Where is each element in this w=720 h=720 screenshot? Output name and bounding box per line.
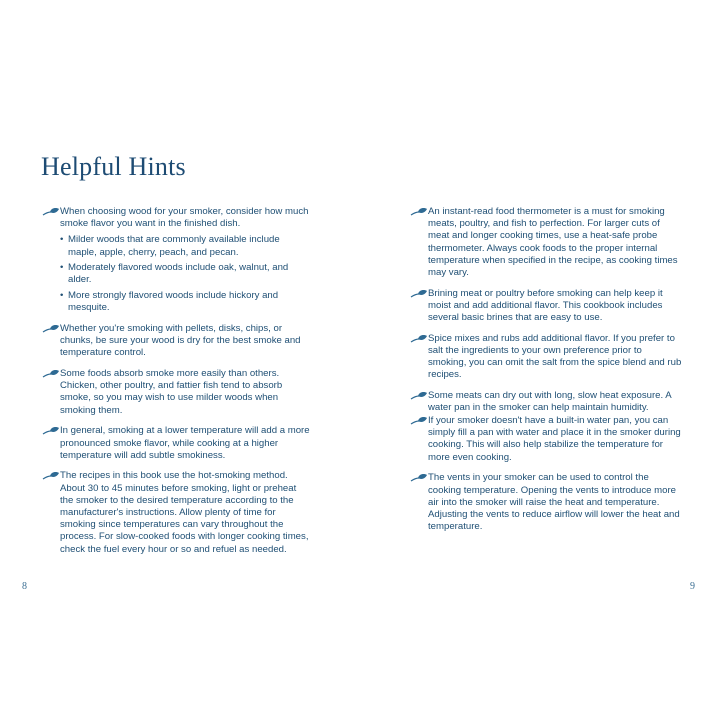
hint-item: [42, 323, 310, 360]
hint-text: The recipes in this book use the hot-smoking method. About 30 to 45 minutes before smoking, light or preheat the smoker to the desired temperature according to the manufacturer's instructions. Allow plenty of time for smoking since temperatures can vary throughout the process. For slow-cooked foods with longer cooking times, check the fuel every hour or so and refuel as needed.: [60, 470, 309, 555]
bullet-list: [60, 234, 310, 314]
hint-text: Brining meat or poultry before smoking can help keep it moist and add additional flavor. This cookbook includes several basic brines that are easy to use.: [428, 287, 663, 324]
hint-item: [42, 470, 310, 555]
bullet-text: Moderately flavored woods include oak, walnut, and alder.: [68, 262, 289, 286]
leaf-icon: [410, 288, 428, 300]
leaf-icon: [410, 415, 428, 427]
bullet-dot: •: [60, 262, 64, 274]
leaf-icon: [42, 323, 60, 335]
hint-text: Some meats can dry out with long, slow heat exposure. A water pan in the smoker can help maintain humidity.: [428, 390, 672, 414]
leaf-icon: [42, 206, 60, 218]
bullet-dot: •: [60, 234, 64, 246]
hint-text: Some foods absorb smoke more easily than others. Chicken, other poultry, and fattier fish tend to absorb smoke, so you may wish to use milder woods when smoking them.: [60, 368, 283, 416]
hint-item: [42, 425, 310, 462]
leaf-icon: [42, 425, 60, 437]
leaf-icon: [410, 333, 428, 345]
hint-item: [410, 333, 682, 382]
hint-text: If your smoker doesn't have a built-in water pan, you can simply fill a pan with water and place it in the smoker during cooking. This will also help stabilize the temperature for more even cooking.: [428, 415, 681, 463]
list-item: [60, 262, 310, 286]
hint-text: Whether you're smoking with pellets, disks, chips, or chunks, be sure your wood is dry for the best smoke and temperature control.: [60, 322, 301, 359]
bullet-text: Milder woods that are commonly available include maple, apple, cherry, peach, and pecan.: [68, 234, 280, 258]
page-title: Helpful Hints: [41, 152, 186, 181]
hint-item: [410, 472, 682, 533]
hint-text: Spice mixes and rubs add additional flavor. If you prefer to salt the ingredients to your own preference prior to smoking, you can omit the salt from the spice blend and rub recipes.: [428, 332, 682, 381]
list-item: [60, 290, 310, 314]
left-column: [42, 206, 310, 564]
hint-text: An instant-read food thermometer is a must for smoking meats, poultry, and fish to perfection. For larger cuts of meat and longer cooking times, use a heat-safe probe thermometer. Always cook foods to the proper internal temperature when specified in the recipe, as cooking times may vary.: [428, 206, 678, 279]
leaf-icon: [410, 206, 428, 218]
leaf-icon: [42, 470, 60, 482]
page-number-right: 9: [690, 581, 695, 592]
bullet-text: More strongly flavored woods include hickory and mesquite.: [68, 290, 279, 314]
hint-item: [410, 288, 682, 325]
hint-item: [42, 206, 310, 314]
hint-text: In general, smoking at a lower temperature will add a more pronounced smoke flavor, while cooking at a higher temperature will add subtle smokiness.: [60, 425, 310, 461]
right-column: [410, 206, 682, 542]
hint-item: [42, 368, 310, 417]
hint-item: [410, 390, 682, 414]
hint-text: When choosing wood for your smoker, consider how much smoke flavor you want in the finished dish.: [60, 206, 309, 230]
list-item: [60, 234, 310, 258]
page-number-left: 8: [22, 581, 27, 592]
hint-item: [410, 206, 682, 279]
leaf-icon: [410, 390, 428, 402]
leaf-icon: [42, 368, 60, 380]
bullet-dot: •: [60, 290, 64, 301]
leaf-icon: [410, 472, 428, 484]
hint-item: [410, 415, 682, 464]
hint-text: The vents in your smoker can be used to control the cooking temperature. Opening the vents to introduce more air into the smoker will raise the heat and temperature. Adjusting the vents to reduce airflow will lower the heat and temperature.: [428, 472, 680, 533]
